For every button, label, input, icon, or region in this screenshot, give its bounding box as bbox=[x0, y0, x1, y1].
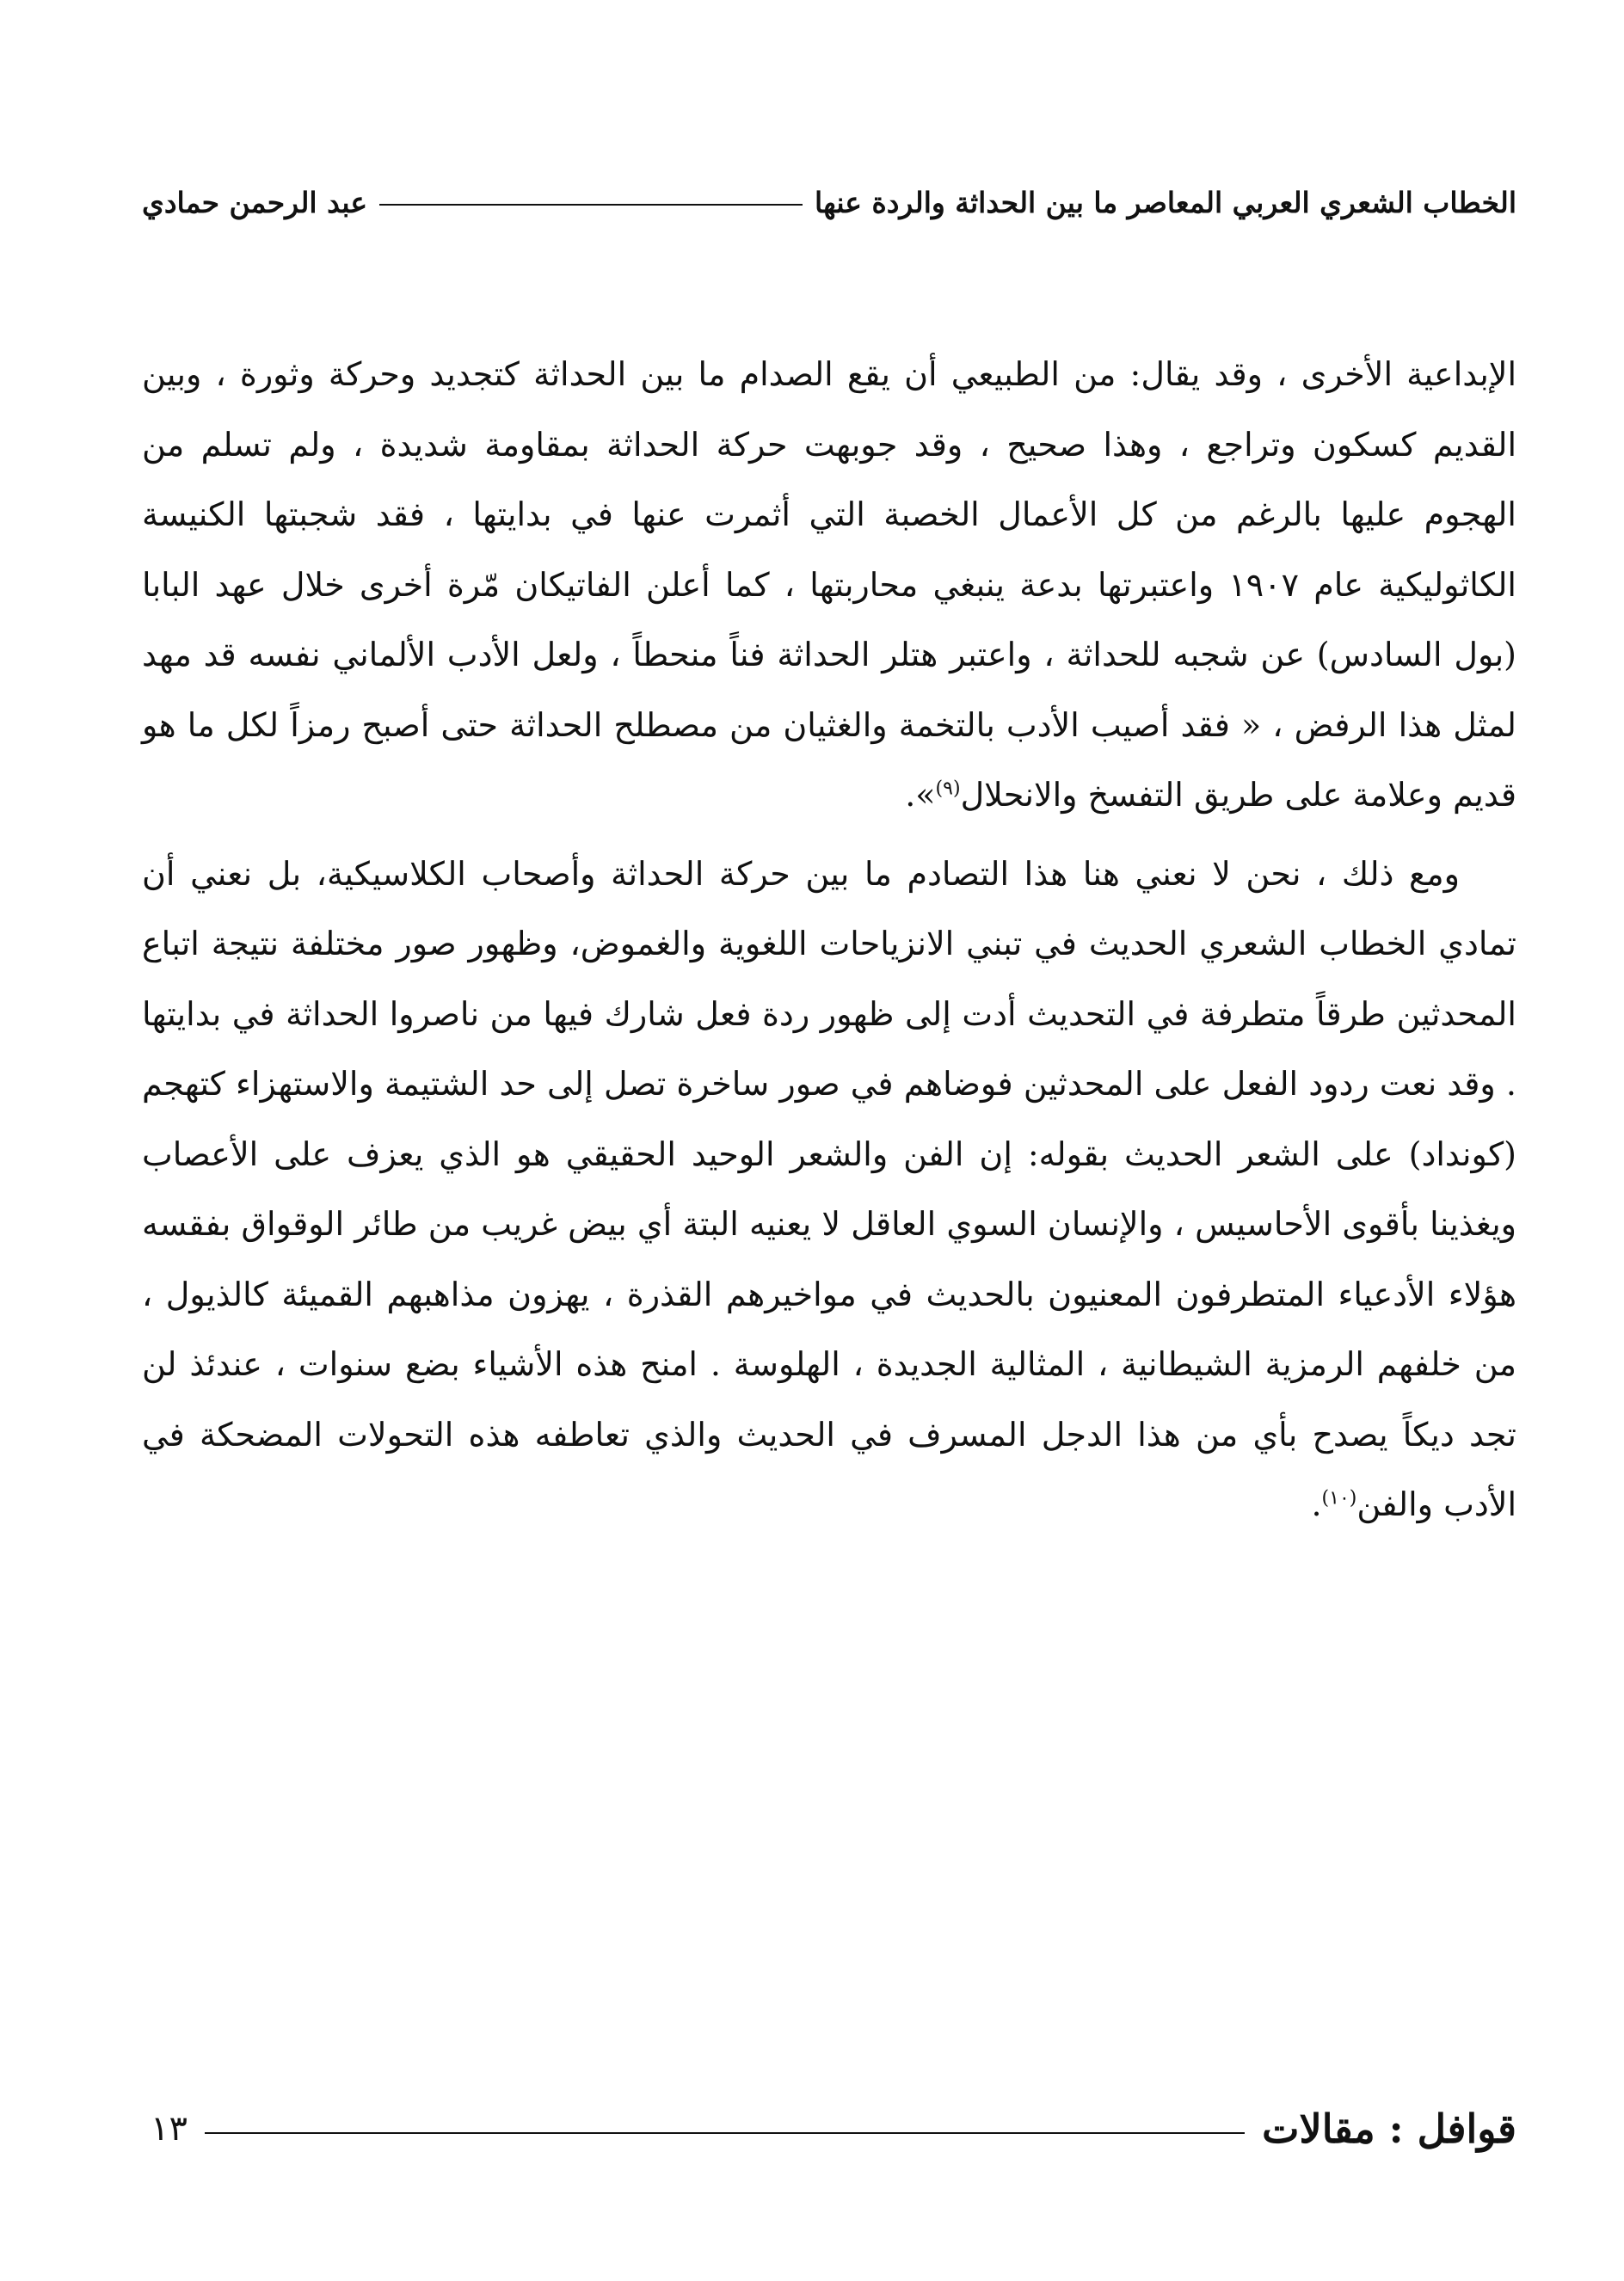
paragraph-end: . bbox=[1311, 1485, 1322, 1523]
page-number: ١٣ bbox=[151, 2109, 188, 2149]
footer-journal-section: قوافل : مقالات bbox=[1262, 2106, 1516, 2152]
running-header bbox=[142, 176, 1516, 228]
body-paragraph bbox=[142, 839, 1516, 1540]
page-footer bbox=[151, 2099, 1516, 2159]
header-author: عبد الرحمن حمادي bbox=[142, 185, 368, 219]
paragraph-text: ومع ذلك ، نحن لا نعني هنا هذا التصادم ما بين حركة الحداثة وأصحاب الكلاسيكية، بل نعني أن تمادي الخطاب الشعري الحديث في تبني الانزياحات اللغوية والغموض، وظهور صور مختلفة نتيجة اتباع المحدثين طرقاً متطرفة في التحديث أدت إلى ظهور ردة فعل شارك فيها من ناصروا الحداثة في بدايتها . وقد نعت ردود الفعل على المحدثين فوضاهم في صور ساخرة تصل إلى حد الشتيمة والاستهزاء كتهجم (كونداد) على الشعر الحديث بقوله: إن الفن والشعر الوحيد الحقيقي هو الذي يعزف على الأعصاب ويغذينا بأقوى الأحاسيس ، والإنسان السوي العاقل لا يعنيه البتة أي بيض غريب من طائر الوقواق بفقسه هؤلاء الأدعياء المتطرفون المعنيون بالحديث في مواخيرهم القذرة ، يهزون مذاهبهم القميئة كالذيول ، من خلفهم الرمزية الشيطانية ، المثالية الجديدة ، الهلوسة . امنح هذه الأشياء بضع سنوات ، عندئذ لن تجد ديكاً يصدح بأي من هذا الدجل المسرف في الحديث والذي تعاطفه هذه التحولات المضحكة في الأدب والفن bbox=[142, 854, 1516, 1523]
header-rule bbox=[379, 204, 803, 206]
footer-rule bbox=[205, 2132, 1245, 2134]
article-body bbox=[142, 340, 1516, 1540]
header-article-title: الخطاب الشعري العربي المعاصر ما بين الحداثة والردة عنها bbox=[815, 185, 1516, 219]
footnote-ref: (٩) bbox=[935, 778, 961, 800]
body-paragraph bbox=[142, 340, 1516, 831]
paragraph-end: ». bbox=[905, 776, 936, 814]
footnote-ref: (١٠) bbox=[1321, 1487, 1357, 1509]
paragraph-text: الإبداعية الأخرى ، وقد يقال: من الطبيعي أن يقع الصدام ما بين الحداثة كتجديد وحركة وثورة ، وبين القديم كسكون وتراجع ، وهذا صحيح ، وقد جوبهت حركة الحداثة بمقاومة شديدة ، ولم تسلم من الهجوم عليها بالرغم من كل الأعمال الخصبة التي أثمرت عنها في بدايتها ، فقد شجبتها الكنيسة الكاثوليكية عام ١٩٠٧ واعتبرتها بدعة ينبغي محاربتها ، كما أعلن الفاتيكان مّرة أخرى خلال عهد البابا (بول السادس) عن شجبه للحداثة ، واعتبر هتلر الحداثة فناً منحطاً ، ولعل الأدب الألماني نفسه قد مهد لمثل هذا الرفض ، « فقد أصيب الأدب بالتخمة والغثيان من مصطلح الحداثة حتى أصبح رمزاً لكل ما هو قديم وعلامة على طريق التفسخ والانحلال bbox=[142, 355, 1516, 814]
